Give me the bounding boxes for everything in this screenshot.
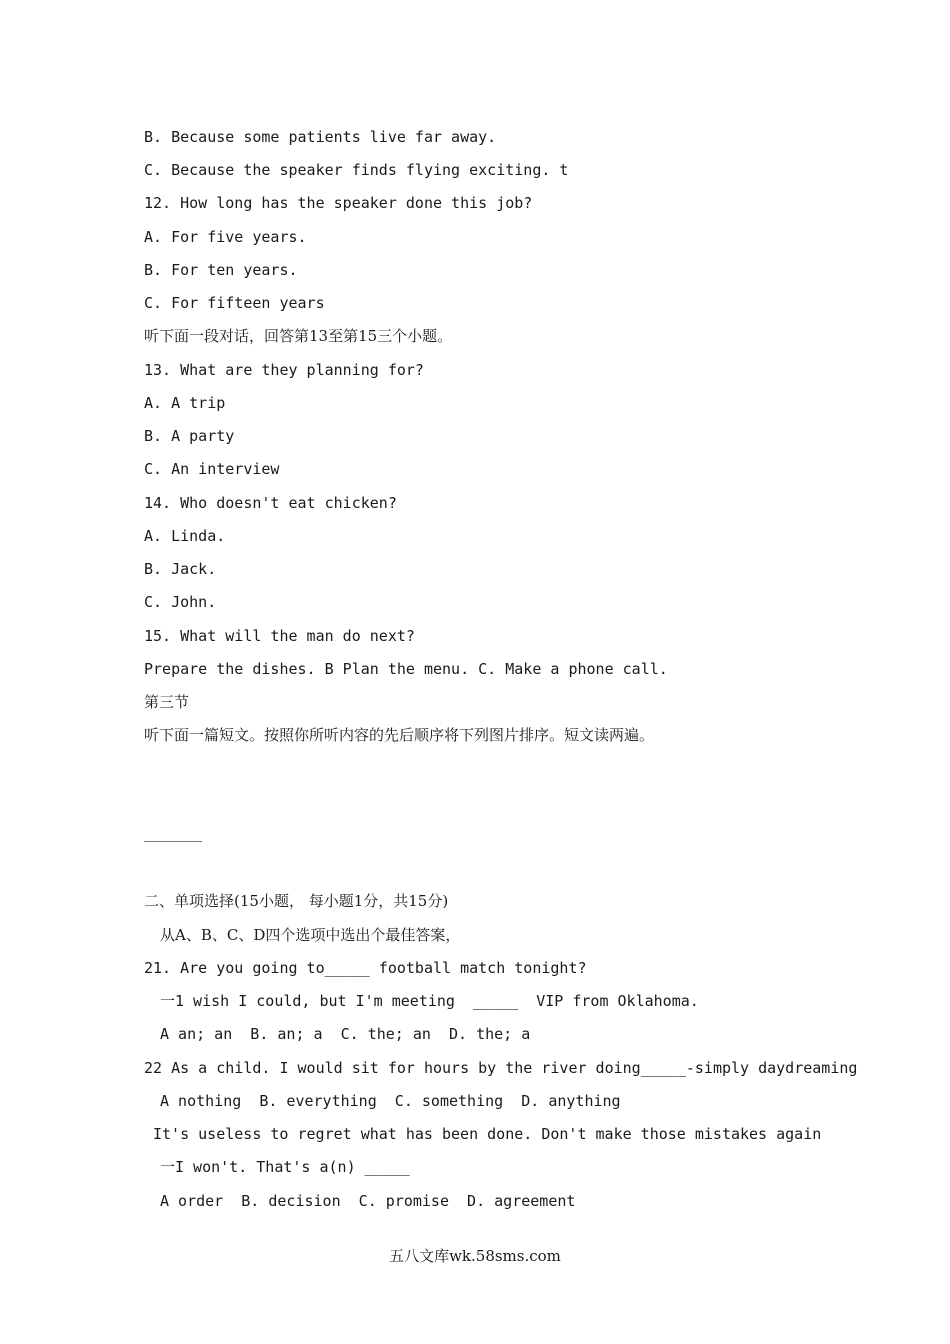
answer-blank-line bbox=[144, 841, 202, 842]
option-13b: B. A party bbox=[144, 427, 235, 445]
part-2-instruction: 从A、B、C、D四个选项中选出个最佳答案， bbox=[160, 926, 461, 944]
question-14: 14. Who doesn't eat chicken? bbox=[144, 494, 397, 512]
option-12a: A. For five years. bbox=[144, 228, 307, 246]
question-13: 13. What are they planning for? bbox=[144, 361, 424, 379]
options-23: A order B. decision C. promise D. agreement bbox=[160, 1192, 576, 1210]
question-23: It's useless to regret what has been done. Don't make those mistakes again bbox=[153, 1125, 822, 1143]
option-11c: C. Because the speaker finds flying exciting. t bbox=[144, 161, 569, 179]
option-12c: C. For fifteen years bbox=[144, 294, 325, 312]
options-21: A an; an B. an; a C. the; an D. the; a bbox=[160, 1025, 531, 1043]
question-21: 21. Are you going to_____ football match tonight? bbox=[144, 959, 587, 977]
option-14c: C. John. bbox=[144, 593, 217, 611]
question-21-reply: 一1 wish I could, but I'm meeting _____ VIP from Oklahoma. bbox=[160, 992, 699, 1010]
option-12b: B. For ten years. bbox=[144, 261, 298, 279]
question-12: 12. How long has the speaker done this job? bbox=[144, 194, 533, 212]
section-3-instruction: 听下面一篇短文。按照你所听内容的先后顺序将下列图片排序。短文读两遍。 bbox=[144, 726, 655, 744]
question-22: 22 As a child. I would sit for hours by the river doing_____-simply daydreaming bbox=[144, 1059, 858, 1077]
instruction-13-15: 听下面一段对话，回答第13至第15三个小题。 bbox=[144, 327, 453, 345]
options-15: Prepare the dishes. B Plan the menu. C. Make a phone call. bbox=[144, 660, 668, 678]
option-14a: A. Linda. bbox=[144, 527, 226, 545]
section-3-heading: 第三节 bbox=[144, 693, 190, 711]
options-22: A nothing B. everything C. something D. anything bbox=[160, 1092, 621, 1110]
footer-watermark: 五八文库wk.58sms.com bbox=[389, 1247, 561, 1265]
question-15: 15. What will the man do next? bbox=[144, 627, 415, 645]
option-13c: C. An interview bbox=[144, 460, 280, 478]
question-23-reply: 一I won't. That's a(n) _____ bbox=[160, 1158, 410, 1176]
part-2-heading: 二、单项选择(15小题， 每小题1分，共15分) bbox=[144, 892, 449, 910]
option-11b: B. Because some patients live far away. bbox=[144, 128, 497, 146]
option-13a: A. A trip bbox=[144, 394, 226, 412]
option-14b: B. Jack. bbox=[144, 560, 217, 578]
